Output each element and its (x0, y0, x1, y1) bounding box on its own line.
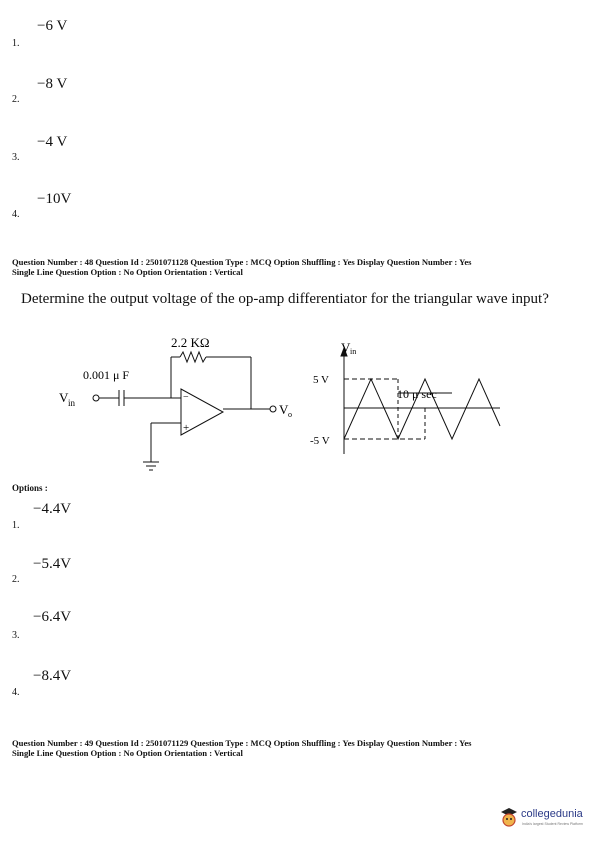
axis-subscript: in (350, 347, 357, 356)
option-value: −8 V (37, 76, 68, 92)
option-number: 4. (12, 209, 20, 220)
mascot-icon (499, 807, 519, 829)
question-48-header (12, 257, 582, 277)
option-number: 1. (12, 520, 20, 531)
option-value: −6.4V (33, 609, 72, 625)
noninverting-sign: + (183, 422, 190, 434)
collegedunia-logo[interactable] (499, 805, 591, 833)
question-header-line: Single Line Question Option : No Option Orientation : Vertical (12, 267, 243, 277)
output-label: V (279, 402, 289, 417)
option-number: 3. (12, 630, 20, 641)
option-value: −5.4V (33, 556, 72, 572)
resistor-label: 2.2 KΩ (171, 335, 210, 350)
differentiator-circuit (55, 335, 295, 485)
inverting-sign: − (183, 392, 189, 403)
capacitor-label: 0.001 μ F (83, 368, 130, 382)
question-header-line: Question Number : 49 Question Id : 2501071129 Question Type : MCQ Option Shuffling : Yes Display Question Number : Yes (12, 738, 472, 748)
option-value: −4 V (37, 134, 68, 150)
option-number: 1. (12, 38, 20, 49)
option-number: 3. (12, 152, 20, 163)
option-number: 4. (12, 687, 20, 698)
resistor (180, 352, 206, 362)
period-label: 10 μ sec (397, 387, 437, 401)
option-number: 2. (12, 574, 20, 585)
output-subscript: o (288, 410, 292, 419)
option-number: 2. (12, 94, 20, 105)
pos-level-label: 5 V (313, 374, 329, 386)
option-value: −8.4V (33, 668, 72, 684)
logo-tagline: India's largest Student Review Platform (522, 822, 583, 826)
question-49-header (12, 738, 582, 758)
input-terminal (93, 395, 99, 401)
option-value: −4.4V (33, 501, 72, 517)
question-header-line: Single Line Question Option : No Option Orientation : Vertical (12, 748, 243, 758)
option-value: −10V (37, 191, 72, 207)
output-terminal (270, 406, 276, 412)
option-value: −6 V (37, 18, 68, 34)
triangular-wave-plot (300, 338, 520, 468)
input-subscript: in (68, 398, 76, 408)
question-header-line: Question Number : 48 Question Id : 2501071128 Question Type : MCQ Option Shuffling : Yes Display Question Number : Yes (12, 257, 472, 267)
axis-label: V (341, 340, 351, 355)
input-label: V (59, 390, 69, 405)
neg-level-label: -5 V (310, 435, 330, 447)
question-48-text: Determine the output voltage of the op-amp differentiator for the triangular wave input? (21, 291, 549, 307)
logo-name: collegedunia (521, 808, 583, 820)
options-label: Options : (12, 483, 48, 493)
